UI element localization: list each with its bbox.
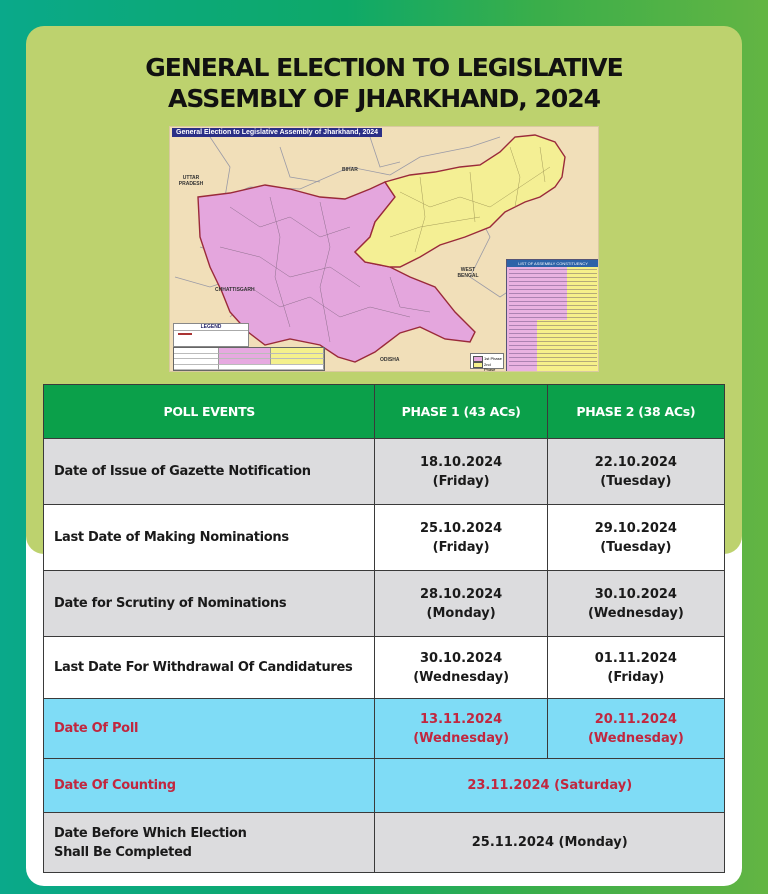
event-label: Date of Issue of Gazette Notification	[44, 439, 375, 505]
date: 28.10.2024	[419, 586, 503, 602]
key-phase2: 2nd Phase	[484, 362, 496, 372]
phase1-value	[375, 439, 547, 505]
map-title: General Election to Legislative Assembly of Jharkhand, 2024	[172, 128, 382, 137]
date: 01.11.2024	[594, 650, 677, 666]
table-header-row	[44, 385, 725, 439]
map-label-uttar-pradesh: UTTAR PRADESH	[178, 175, 204, 187]
map-phase-key	[470, 353, 504, 372]
header-poll-events: POLL EVENTS	[44, 385, 375, 439]
title-line-2: ASSEMBLY OF JHARKHAND, 2024	[167, 84, 601, 113]
page-title	[26, 52, 742, 114]
legend-boundary-line	[178, 333, 192, 335]
map-label-bihar: BIHAR	[342, 167, 358, 173]
header-phase-2: PHASE 2 (38 ACs)	[547, 385, 724, 439]
phase2-value	[547, 699, 724, 759]
date: 13.11.2024	[419, 711, 503, 727]
date: 22.10.2024	[594, 454, 677, 470]
day: (Wednesday)	[413, 730, 510, 746]
map-label-chhattisgarh: CHHATTISGARH	[215, 287, 255, 293]
title-line-1: GENERAL ELECTION TO LEGISLATIVE	[145, 53, 623, 82]
day: (Wednesday)	[587, 605, 684, 621]
map-phase-summary	[173, 347, 325, 371]
day: (Wednesday)	[587, 730, 684, 746]
event-label-line-2: Shall Be Completed	[54, 844, 192, 860]
map-label-west-bengal: WEST BENGAL	[457, 267, 479, 279]
election-schedule-table	[43, 384, 725, 873]
event-label: Date Of Counting	[44, 759, 375, 813]
phase1-value	[375, 505, 547, 571]
table-row-date-of-poll	[44, 699, 725, 759]
counting-value: 23.11.2024 (Saturday)	[375, 759, 725, 813]
event-label: Date Of Poll	[44, 699, 375, 759]
header-phase-1: PHASE 1 (43 ACs)	[375, 385, 547, 439]
day: (Monday)	[426, 605, 496, 621]
day: (Friday)	[432, 539, 490, 555]
table-row-completion	[44, 813, 725, 873]
event-label: Date for Scrutiny of Nominations	[44, 571, 375, 637]
phase2-value	[547, 505, 724, 571]
day: (Friday)	[432, 473, 490, 489]
day: (Tuesday)	[600, 539, 672, 555]
completion-value: 25.11.2024 (Monday)	[375, 813, 725, 873]
date: 18.10.2024	[419, 454, 503, 470]
date: 30.10.2024	[419, 650, 503, 666]
date: 25.10.2024	[419, 520, 503, 536]
phase2-value	[547, 637, 724, 699]
table-row	[44, 637, 725, 699]
jharkhand-constituency-map	[169, 126, 599, 372]
table-row-date-of-counting	[44, 759, 725, 813]
date: 29.10.2024	[594, 520, 677, 536]
map-constituency-list	[506, 259, 599, 372]
table-row	[44, 505, 725, 571]
map-label-odisha: ODISHA	[380, 357, 400, 363]
map-legend	[173, 323, 249, 347]
phase2-value	[547, 439, 724, 505]
key-phase1: 1st Phase	[484, 356, 502, 361]
date: 20.11.2024	[594, 711, 677, 727]
event-label: Last Date of Making Nominations	[44, 505, 375, 571]
date: 30.10.2024	[594, 586, 677, 602]
event-label-line-1: Date Before Which Election	[54, 825, 247, 841]
event-label	[44, 813, 375, 873]
event-label: Last Date For Withdrawal Of Candidatures	[44, 637, 375, 699]
table-row	[44, 439, 725, 505]
day: (Wednesday)	[413, 669, 510, 685]
day: (Friday)	[607, 669, 665, 685]
phase1-value	[375, 571, 547, 637]
phase2-value	[547, 571, 724, 637]
map-constituency-list-title: LIST OF ASSEMBLY CONSTITUENCY	[507, 260, 599, 267]
phase1-value	[375, 637, 547, 699]
day: (Tuesday)	[600, 473, 672, 489]
table-row	[44, 571, 725, 637]
phase1-value	[375, 699, 547, 759]
map-legend-title: LEGEND	[174, 324, 248, 331]
